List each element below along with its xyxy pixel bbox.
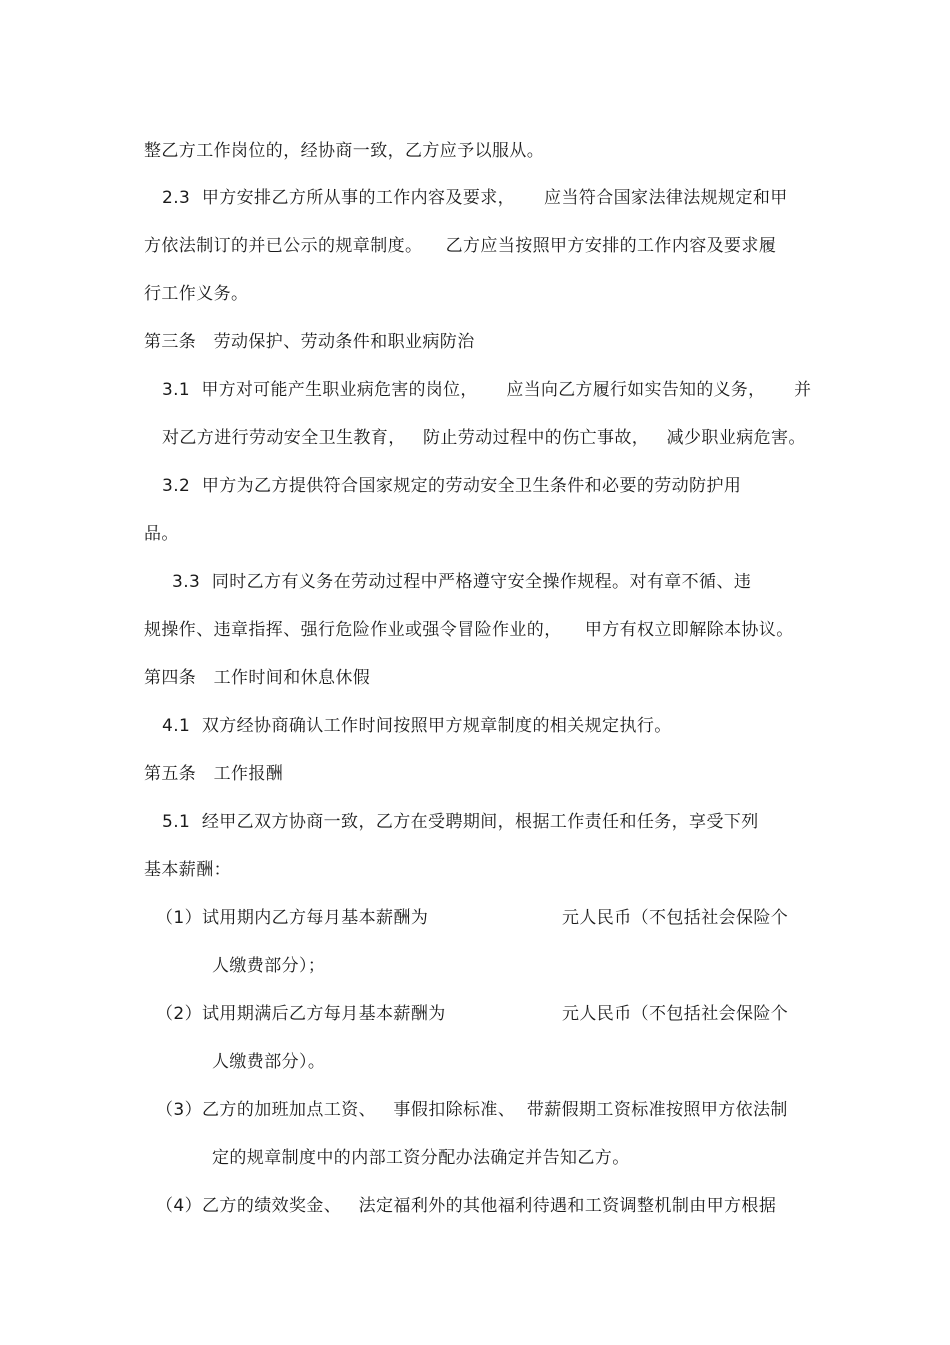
text-line: 规操作、违章指挥、强行危险作业或强令冒险作业的， 甲方有权立即解除本协议。 bbox=[144, 620, 794, 640]
item-4: （4）乙方的绩效奖金、 法定福利外的其他福利待遇和工资调整机制由甲方根据 bbox=[156, 1196, 777, 1216]
clause-4-1: 4.1 双方经协商确认工作时间按照甲方规章制度的相关规定执行。 bbox=[162, 716, 672, 736]
section-heading-4: 第四条 工作时间和休息休假 bbox=[144, 668, 371, 688]
text-line: 人缴费部分）； bbox=[212, 956, 326, 976]
item-3: （3）乙方的加班加点工资、 事假扣除标准、 带薪假期工资标准按照甲方依法制 bbox=[156, 1100, 788, 1120]
item-2-left: （2）试用期满后乙方每月基本薪酬为 bbox=[156, 1004, 446, 1024]
item-1-left: （1）试用期内乙方每月基本薪酬为 bbox=[156, 908, 429, 928]
clause-2-3: 2.3 甲方安排乙方所从事的工作内容及要求， 应当符合国家法律法规规定和甲 bbox=[162, 188, 788, 208]
clause-3-3: 3.3 同时乙方有义务在劳动过程中严格遵守安全操作规程。对有章不循、违 bbox=[172, 572, 752, 592]
item-1-right: 元人民币（不包括社会保险个 bbox=[562, 908, 789, 928]
text-line: 整乙方工作岗位的，经协商一致，乙方应予以服从。 bbox=[144, 141, 545, 161]
text-line: 品。 bbox=[144, 524, 179, 544]
section-heading-3: 第三条 劳动保护、劳动条件和职业病防治 bbox=[144, 332, 475, 352]
section-heading-5: 第五条 工作报酬 bbox=[144, 764, 284, 784]
clause-5-1: 5.1 经甲乙双方协商一致，乙方在受聘期间，根据工作责任和任务，享受下列 bbox=[162, 812, 759, 832]
text-line: 行工作义务。 bbox=[144, 284, 249, 304]
text-line: 人缴费部分）。 bbox=[212, 1052, 326, 1072]
item-2-right: 元人民币（不包括社会保险个 bbox=[562, 1004, 789, 1024]
clause-3-1: 3.1 甲方对可能产生职业病危害的岗位， 应当向乙方履行如实告知的义务， 并 bbox=[162, 380, 812, 400]
text-line: 方依法制订的并已公示的规章制度。 乙方应当按照甲方安排的工作内容及要求履 bbox=[144, 236, 777, 256]
text-line: 定的规章制度中的内部工资分配办法确定并告知乙方。 bbox=[212, 1148, 630, 1168]
clause-3-2: 3.2 甲方为乙方提供符合国家规定的劳动安全卫生条件和必要的劳动防护用 bbox=[162, 476, 742, 496]
text-line: 基本薪酬： bbox=[144, 860, 231, 880]
text-line: 对乙方进行劳动安全卫生教育， 防止劳动过程中的伤亡事故， 减少职业病危害。 bbox=[162, 428, 806, 448]
